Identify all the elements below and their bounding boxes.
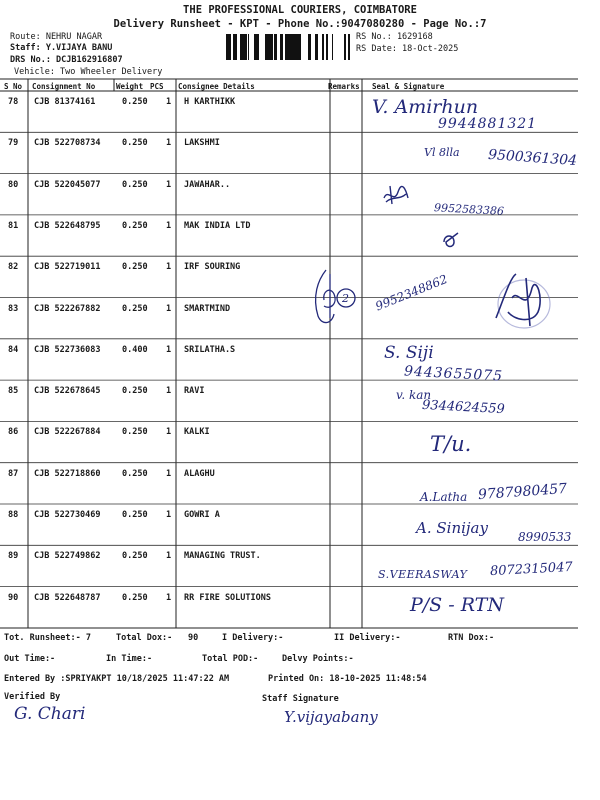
cell-pcs: 1 <box>166 510 172 520</box>
company-title: THE PROFESSIONAL COURIERS, COIMBATORE <box>183 4 417 16</box>
cell-consignment: CJB 522719011 <box>34 262 101 273</box>
cell-pcs: 1 <box>166 220 172 231</box>
cell-sno: 82 <box>8 262 19 273</box>
col-head-remarks: Remarks <box>328 82 360 91</box>
cell-consignee: ALAGHU <box>184 468 215 479</box>
cell-weight: 0.250 <box>122 427 148 438</box>
row-90-signature: P/S - RTN <box>410 594 504 616</box>
verified-by-signature: G. Chari <box>14 704 86 724</box>
cell-sno: 78 <box>8 97 19 107</box>
cell-pcs: 1 <box>166 138 172 149</box>
cell-pcs: 1 <box>166 592 172 603</box>
row-80-phone: 9952583386 <box>433 201 505 218</box>
out-time: Out Time:- <box>4 654 56 664</box>
cell-consignment: CJB 522648795 <box>34 220 101 231</box>
cell-consignee: MAK INDIA LTD <box>184 220 251 231</box>
col-head-consignment: Consignment No <box>32 82 96 91</box>
total-dox-value: 90 <box>188 633 199 643</box>
row-83-stamp-signature <box>486 268 556 338</box>
drs-number: DRS No.: DCJB162916807 <box>10 55 123 65</box>
staff-signature: Y.vijayabany <box>284 708 378 726</box>
cell-consignment: CJB 522736083 <box>34 344 101 355</box>
cell-consignee: GOWRI A <box>184 510 220 520</box>
cell-consignee: H KARTHIKK <box>184 97 236 107</box>
cell-weight: 0.250 <box>122 592 148 603</box>
cell-weight: 0.250 <box>122 179 148 190</box>
cell-sno: 86 <box>8 427 19 438</box>
printed-on: Printed On: 18-10-2025 11:48:54 <box>268 674 427 684</box>
col-head-seal: Seal & Signature <box>372 82 445 91</box>
rs-number: RS No.: 1629168 <box>356 32 433 42</box>
row-78-phone: 9944881321 <box>438 116 538 132</box>
cell-consignment: CJB 522648787 <box>34 592 101 603</box>
cell-consignment: CJB 522708734 <box>34 138 101 149</box>
cell-consignee: KALKI <box>184 427 210 438</box>
ii-delivery: II Delivery:- <box>334 633 401 643</box>
row-84-phone: 9443655075 <box>403 363 504 385</box>
cell-weight: 0.250 <box>122 262 148 273</box>
cell-pcs: 1 <box>166 551 172 562</box>
row-83-phone: 9952348862 <box>373 271 450 314</box>
cell-consignment: CJB 522730469 <box>34 510 101 520</box>
row-79-signature: Vl 8lla <box>424 146 460 159</box>
cell-weight: 0.400 <box>122 344 148 355</box>
cell-consignee: RAVI <box>184 386 205 397</box>
cell-consignment: CJB 522678645 <box>34 386 101 397</box>
vehicle-label: Vehicle: Two Wheeler Delivery <box>14 67 163 77</box>
cell-sno: 85 <box>8 386 19 397</box>
cell-sno: 84 <box>8 344 19 355</box>
total-dox-label: Total Dox:- <box>116 633 173 643</box>
staff-signature-label: Staff Signature <box>262 694 339 704</box>
cell-consignee: JAWAHAR.. <box>184 179 231 190</box>
col-head-weight: Weight <box>116 82 144 91</box>
cell-consignee: SMARTMIND <box>184 303 231 314</box>
cell-weight: 0.250 <box>122 220 148 231</box>
row-79-phone: 9500361304 <box>487 146 578 170</box>
row-87-phone: 9787980457 <box>477 480 568 504</box>
staff-label: Staff: Y.VIJAYA BANU <box>10 43 113 53</box>
row-85-signature: v. kan <box>396 388 432 402</box>
cell-consignee: LAKSHMI <box>184 138 220 149</box>
route-label: Route: NEHRU NAGAR <box>10 32 103 42</box>
cell-consignment: CJB 522749862 <box>34 551 101 562</box>
row-87-signature: A.Latha <box>420 490 468 504</box>
cell-pcs: 1 <box>166 97 172 107</box>
cell-sno: 89 <box>8 551 19 562</box>
cell-weight: 0.250 <box>122 303 148 314</box>
row-88-signature: A. Sinijay <box>416 519 488 537</box>
cell-weight: 0.250 <box>122 468 148 479</box>
cell-weight: 0.250 <box>122 386 148 397</box>
delvy-points: Delvy Points:- <box>282 654 354 664</box>
cell-pcs: 1 <box>166 344 172 355</box>
cell-consignment: CJB 522267882 <box>34 303 101 314</box>
cell-weight: 0.250 <box>122 138 148 149</box>
row-78-signature: V. Amirhun <box>372 96 479 118</box>
total-pod: Total POD:- <box>202 654 259 664</box>
cell-sno: 87 <box>8 468 19 479</box>
cell-pcs: 1 <box>166 427 172 438</box>
svg-text:2: 2 <box>342 292 349 305</box>
rtn-dox: RTN Dox:- <box>448 633 495 643</box>
col-head-pcs: PCS <box>150 82 164 91</box>
cell-consignee: SRILATHA.S <box>184 344 236 355</box>
cell-sno: 90 <box>8 592 19 603</box>
cell-consignee: RR FIRE SOLUTIONS <box>184 592 271 603</box>
cell-sno: 79 <box>8 138 19 149</box>
cell-sno: 88 <box>8 510 19 520</box>
cell-consignment: CJB 522045077 <box>34 179 101 190</box>
runsheet-subtitle: Delivery Runsheet - KPT - Phone No.:9047080280 - Page No.:7 <box>113 18 487 30</box>
cell-consignment: CJB 522718860 <box>34 468 101 479</box>
row-89-signature: S.VEERASWAY <box>378 568 468 581</box>
cell-consignee: MANAGING TRUST. <box>184 551 261 562</box>
tot-runsheet: Tot. Runsheet:- 7 <box>4 633 91 643</box>
cell-weight: 0.250 <box>122 510 148 520</box>
cell-sno: 80 <box>8 179 19 190</box>
rs-date: RS Date: 18-Oct-2025 <box>356 44 459 54</box>
cell-consignee: IRF SOURING <box>184 262 241 273</box>
row-84-signature: S. Siji <box>384 343 434 363</box>
row-82-remark-scribble <box>308 266 358 330</box>
cell-sno: 83 <box>8 303 19 314</box>
verified-by-label: Verified By <box>4 692 61 702</box>
row-81-signature-scribble <box>440 230 462 250</box>
row-85-phone: 9344624559 <box>421 397 506 418</box>
cell-pcs: 1 <box>166 179 172 190</box>
col-head-consignee: Consignee Details <box>178 82 255 91</box>
row-86-signature: T/u. <box>430 432 472 456</box>
cell-consignment: CJB 81374161 <box>34 97 96 107</box>
col-head-sno: S No <box>4 82 23 91</box>
cell-weight: 0.250 <box>122 551 148 562</box>
cell-pcs: 1 <box>166 468 172 479</box>
row-80-signature-scribble <box>382 184 410 206</box>
cell-consignment: CJB 522267884 <box>34 427 101 438</box>
in-time: In Time:- <box>106 654 153 664</box>
i-delivery: I Delivery:- <box>222 633 284 643</box>
cell-sno: 81 <box>8 220 19 231</box>
entered-by: Entered By :SPRIYAKPT 10/18/2025 11:47:22 AM <box>4 674 230 684</box>
row-88-phone: 8990533 <box>518 530 572 544</box>
cell-pcs: 1 <box>166 303 172 314</box>
cell-pcs: 1 <box>166 262 172 273</box>
row-89-phone: 8072315047 <box>489 559 574 580</box>
cell-weight: 0.250 <box>122 97 148 107</box>
cell-pcs: 1 <box>166 386 172 397</box>
